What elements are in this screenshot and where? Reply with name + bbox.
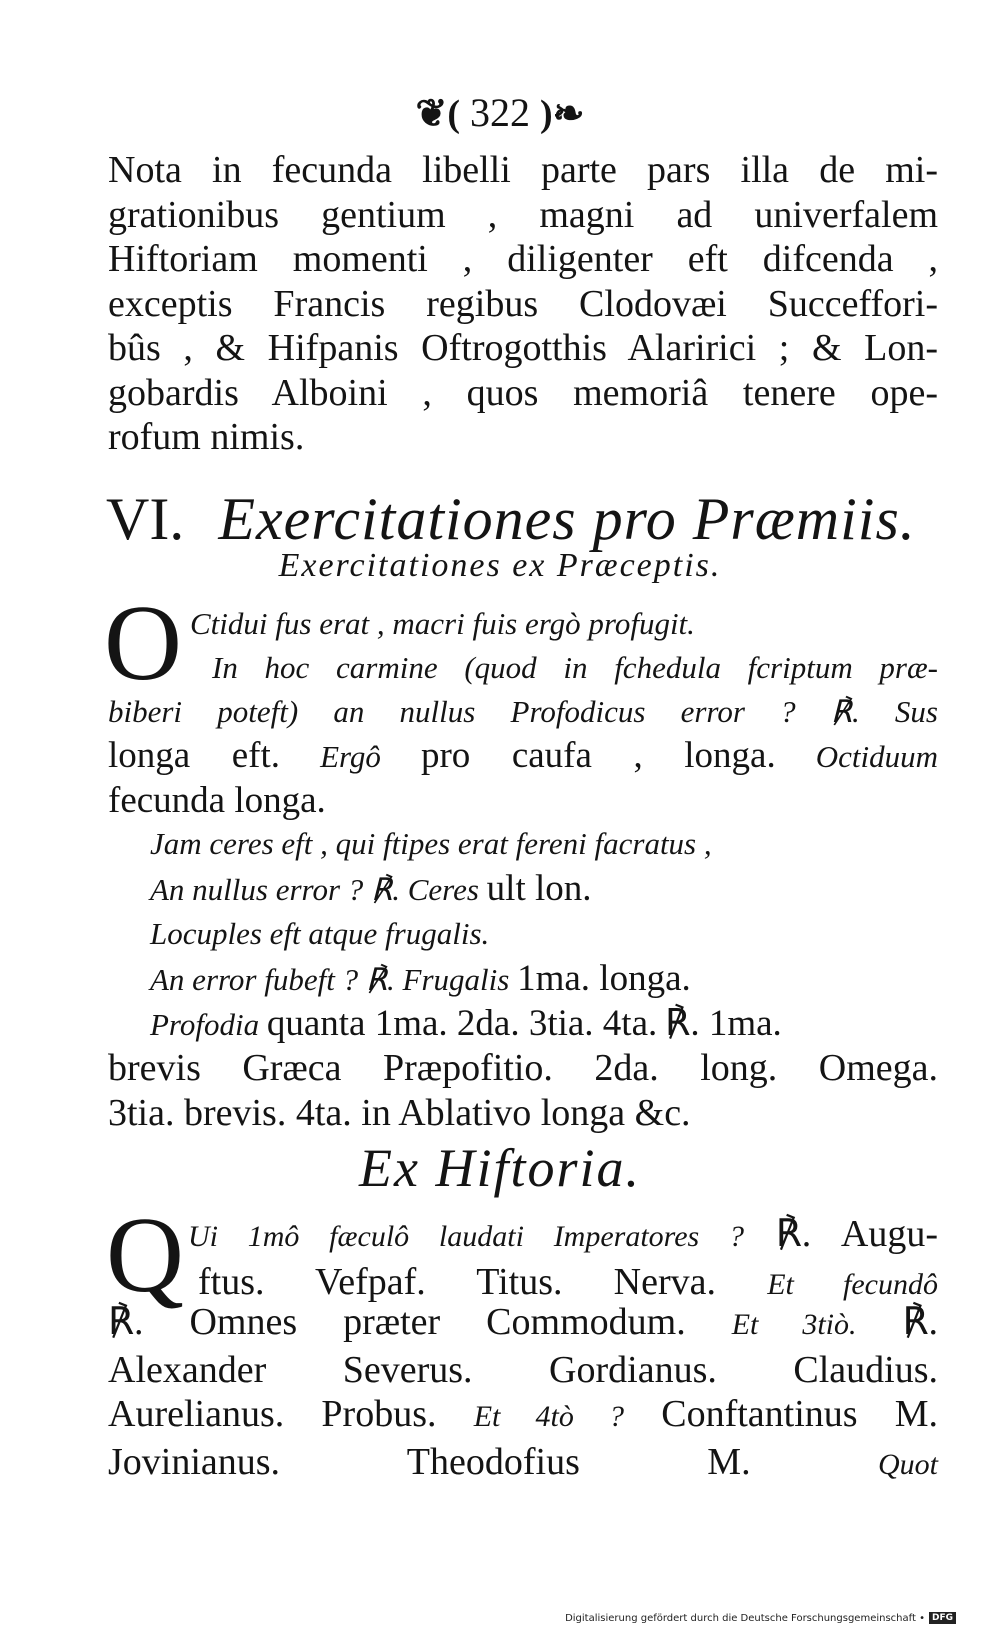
paragraph-q-top — [188, 1212, 938, 1307]
text-line: In hoc carmine (quod in fchedula fcriptum præ- — [212, 650, 938, 685]
verse-line: Locuples eft atque frugalis. — [150, 916, 490, 951]
text-line: Jovinianus. Theodofius M. Quot — [108, 1440, 938, 1483]
verse-line: An error fubeft ? ℟. Frugalis 1ma. longa. — [150, 957, 691, 999]
paragraph-q-body — [108, 1300, 938, 1487]
text-line: Ctidui fus erat , macri fuis ergò profugit. — [190, 606, 695, 641]
paragraph-o-body — [108, 690, 938, 823]
subheading: Exercitationes ex Præceptis. — [278, 547, 722, 584]
catchword: Quot — [878, 1447, 938, 1481]
page-header — [0, 88, 1000, 139]
heading-ex-historia: Ex Hiftoria. — [359, 1138, 641, 1198]
text-line: Aurelianus. Probus. Et 4tò ? Conftantinus M. — [108, 1393, 939, 1435]
text-line: brevis Græca Præpofitio. 2da. long. Omega. — [108, 1047, 938, 1089]
dfg-logo: DFG — [929, 1612, 956, 1624]
text-line: ftus. Vefpaf. Titus. Nerva. Et fecundô — [198, 1260, 938, 1303]
text-line: longa eft. Ergô pro caufa , longa. Octiduum — [108, 735, 939, 776]
text-line: Ui 1mô fæculô laudati Imperatores ? ℟. Augu- — [188, 1213, 939, 1255]
left-ornament: ❦( — [415, 93, 460, 135]
verse-line: Jam ceres eft , qui ftipes erat fereni facratus , — [150, 826, 712, 861]
dropcap-q: Q — [106, 1196, 184, 1315]
section-title-text: Exercitationes pro Præmiis. — [218, 486, 916, 552]
verse-line: An nullus error ? ℟. Ceres ult lon. — [150, 867, 592, 909]
footer-text: Digitalisierung gefördert durch die Deutsche Forschungsgemeinschaft • — [565, 1613, 925, 1624]
prosody-lines — [108, 1046, 938, 1135]
text-line: exceptis Francis regibus Clodovæi Succeffori- — [108, 282, 938, 325]
text-line: rofum nimis. — [108, 416, 305, 458]
dropcap-o: O — [104, 584, 182, 703]
page-number: 322 — [470, 90, 530, 135]
section-number: VI. — [106, 486, 185, 552]
text-line: gobardis Alboini , quos memoriâ tenere ope- — [108, 371, 938, 414]
right-ornament: )❧ — [540, 93, 585, 135]
text-line: Nota in fecunda libelli parte pars illa de mi- — [108, 149, 938, 191]
verse-line: Profodia quanta 1ma. 2da. 3tia. 4ta. ℟. 1ma. — [150, 1003, 782, 1044]
verse-block — [150, 822, 940, 1048]
paragraph-o-top — [190, 602, 938, 690]
text-line: biberi poteft) an nullus Profodicus error ? ℟. Sus — [108, 694, 938, 729]
intro-paragraph — [108, 148, 938, 460]
text-line: grationibus gentium , magni ad univerfalem — [108, 193, 938, 236]
digitization-footer — [565, 1612, 956, 1624]
text-line: ℟. Omnes præter Commodum. Et 3tiò. ℟. — [108, 1301, 938, 1343]
text-line: 3tia. brevis. 4ta. in Ablativo longa &c. — [108, 1091, 691, 1134]
text-line: fecunda longa. — [108, 780, 326, 821]
section-title — [106, 486, 936, 552]
text-line: Alexander Severus. Gordianus. Claudius. — [108, 1348, 938, 1391]
text-line: Hiftoriam momenti , diligenter eft difcenda , — [108, 238, 938, 280]
text-line: bûs , & Hifpanis Oftrogotthis Alaririci ; & Lon- — [108, 327, 938, 369]
